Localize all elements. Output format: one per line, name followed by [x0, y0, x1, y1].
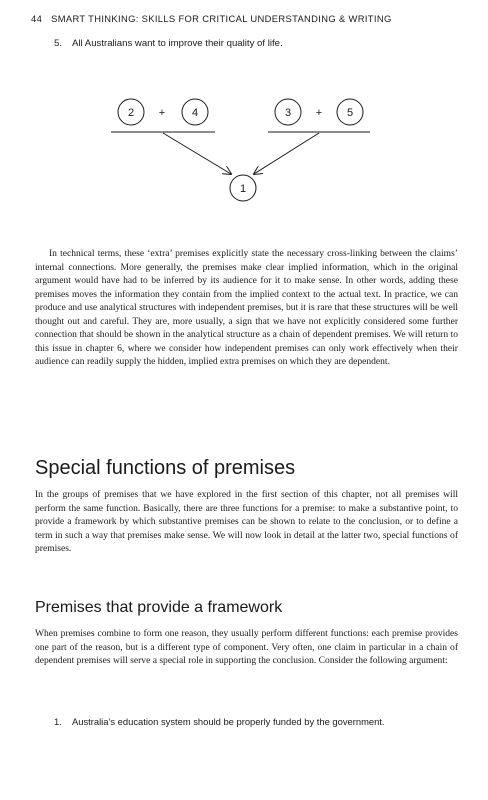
premise-group-right [268, 99, 370, 132]
argument-structure-diagram [0, 80, 488, 220]
paragraph-framework: When premises combine to form one reason, they usually perform different functions: each premise provides one part of the reason, but is a different type of component. Very often, one claim in particular in a chain of dependent premises will serve a special role in supporting the conclusion. Consider the following argument: [35, 628, 458, 666]
running-header [31, 13, 461, 24]
claim-1-number: 1. [54, 716, 62, 727]
premise-group-left [111, 99, 215, 132]
premise-label-4: 4 [191, 107, 199, 119]
premise-label-2: 2 [127, 107, 135, 119]
premise-label-3: 3 [284, 107, 292, 119]
subsection-heading: Premises that provide a framework [35, 599, 283, 616]
arrow-left-to-conclusion [163, 133, 231, 174]
claim-5 [54, 38, 454, 49]
premise-label-5: 5 [346, 107, 354, 119]
running-title: SMART THINKING: SKILLS FOR CRITICAL UNDERSTANDING & WRITING [51, 13, 392, 24]
paragraph-special-functions: In the groups of premises that we have explored in the first section of this chapter, not all premises will perform the same function. Basically, there are three functions for a premise: to make a substantive point, to provide a framework by which substantive premises can be shown to relate to the conclusion, or to define a term in such a way that premises make sense. We will now look in detail at the latter two, special functions of premises. [35, 489, 458, 554]
arrow-right-to-conclusion [254, 133, 319, 174]
paragraph-extra-premises: In technical terms, these ‘extra’ premises explicitly state the necessary cross-linking between the claims’ internal connections. More generally, the premises make clear implied information, which in the original argument would have had to be inferred by its audience for it to make sense. In other words, adding these premises moves the information they contain from the implied context to the actual text. In practice, we can produce and use analytical structures with independent premises, but it is rare that these structures will be well thought out and careful. They are, more usually, a sign that we have not explicitly considered some further connection that should be shown in the analytical structure as a chain of dependent premises. We will return to this issue in chapter 6, where we consider how independent premises can only work effectively when their audience can readily supply the hidden, implied extra premises on which they are dependent. [35, 248, 458, 367]
claim-1 [54, 715, 449, 728]
conclusion-label-1: 1 [239, 183, 247, 195]
claim-5-number: 5. [54, 38, 63, 49]
plus-sign-right: + [315, 107, 323, 119]
section-heading: Special functions of premises [35, 457, 296, 479]
page-number: 44 [31, 13, 43, 24]
claim-5-text: All Australians want to improve their quality of life. [72, 38, 283, 49]
plus-sign-left: + [158, 107, 166, 119]
claim-1-text: Australia’s education system should be properly funded by the government. [72, 716, 385, 727]
